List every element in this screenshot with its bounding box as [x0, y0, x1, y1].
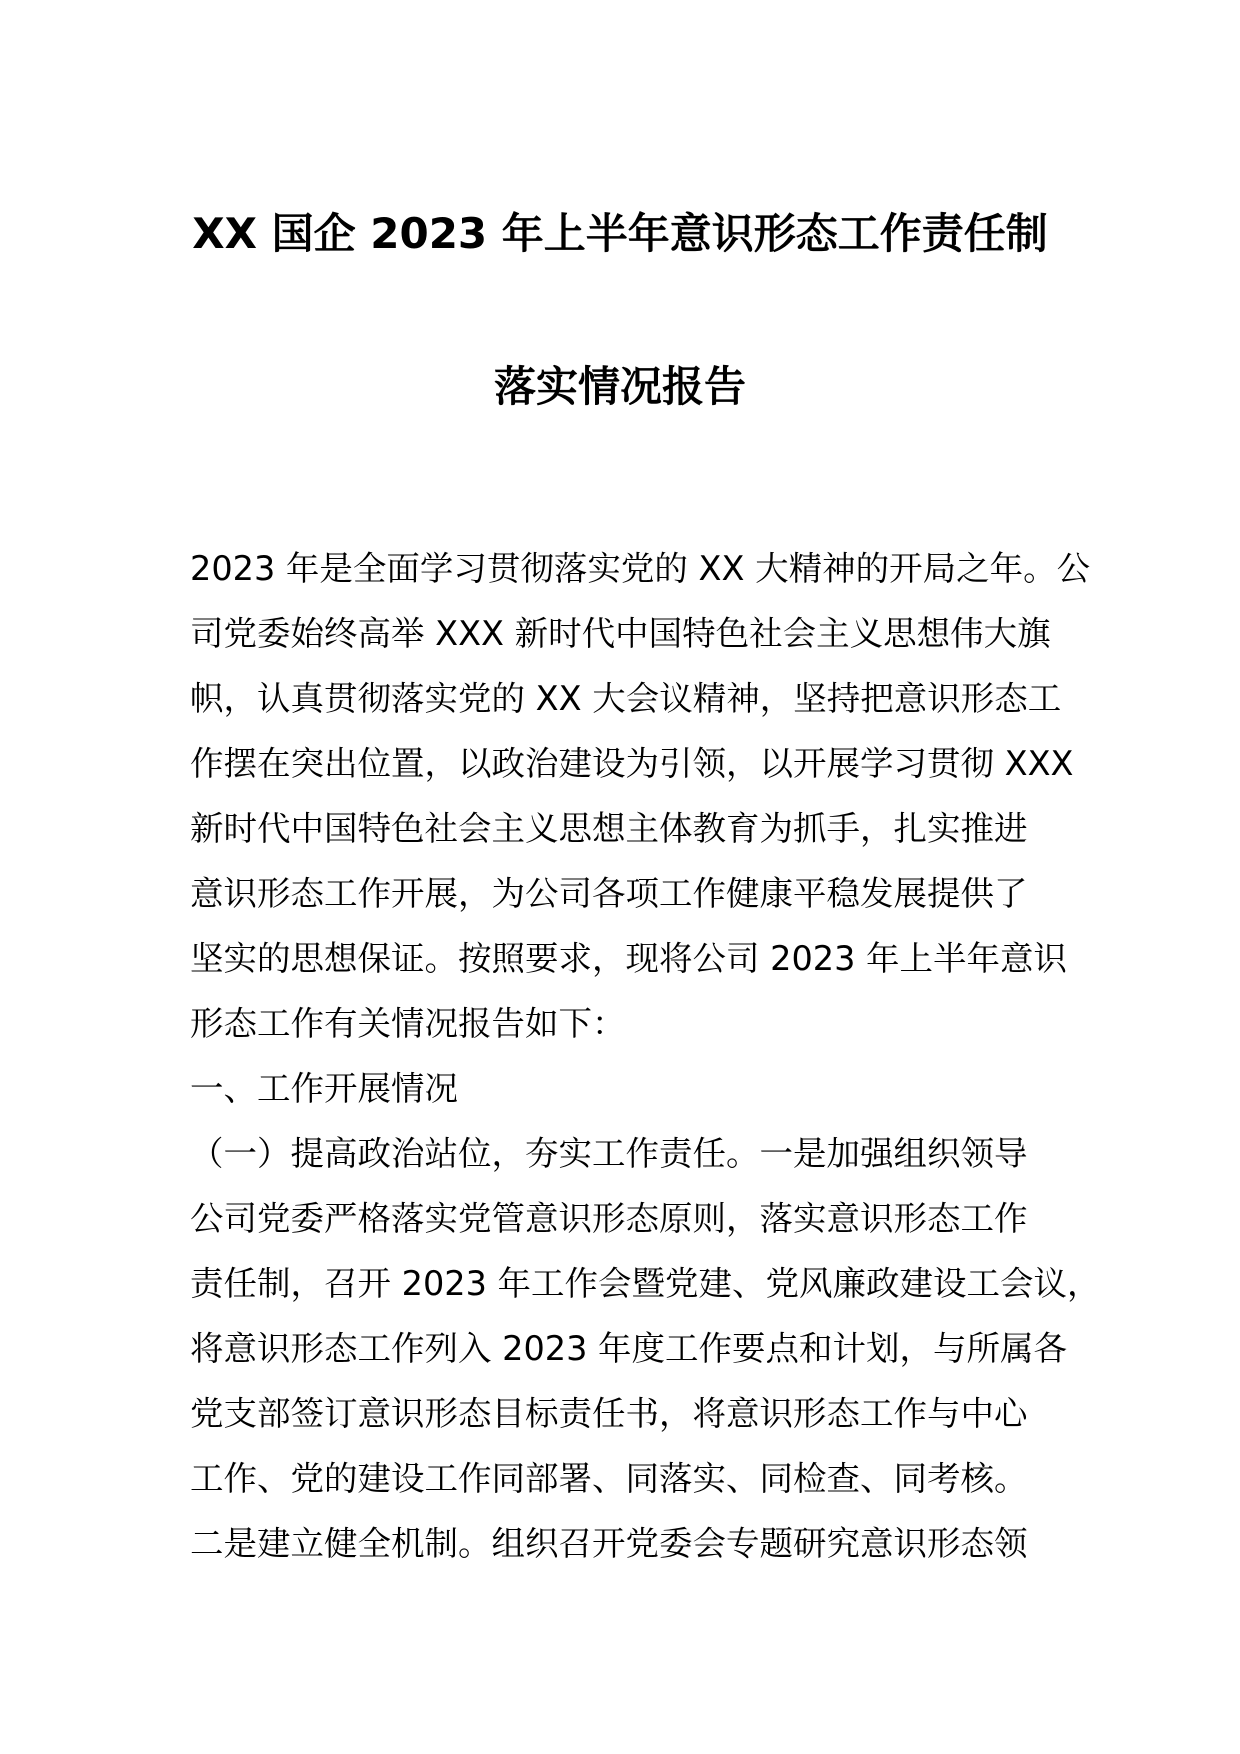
body-line: 将意识形态工作列入 2023 年度工作要点和计划，与所属各: [190, 1329, 1068, 1368]
document-title-line-1: XX 国企 2023 年上半年意识形态工作责任制: [192, 209, 1048, 258]
body-line: 责任制，召开 2023 年工作会暨党建、党风廉政建设工会议，: [190, 1264, 1101, 1303]
body-line: 帜，认真贯彻落实党的 XX 大会议精神，坚持把意识形态工: [190, 679, 1062, 718]
body-line: 司党委始终高举 XXX 新时代中国特色社会主义思想伟大旗: [190, 614, 1051, 653]
body-line: 公司党委严格落实党管意识形态原则，落实意识形态工作: [190, 1199, 1028, 1238]
body-line: 工作、党的建设工作同部署、同落实、同检查、同考核。: [190, 1459, 1028, 1498]
body-line: 形态工作有关情况报告如下：: [190, 1004, 626, 1043]
body-line: 新时代中国特色社会主义思想主体教育为抓手，扎实推进: [190, 809, 1028, 848]
body-line: 党支部签订意识形态目标责任书，将意识形态工作与中心: [190, 1394, 1028, 1433]
body-line: 2023 年是全面学习贯彻落实党的 XX 大精神的开局之年。公: [190, 549, 1091, 588]
section-heading: 一、工作开展情况: [190, 1069, 458, 1108]
body-line: 坚实的思想保证。按照要求，现将公司 2023 年上半年意识: [190, 939, 1068, 978]
body-line: 二是建立健全机制。组织召开党委会专题研究意识形态领: [190, 1524, 1028, 1563]
body-line: （一）提高政治站位，夯实工作责任。一是加强组织领导: [190, 1134, 1028, 1173]
document-title-line-2: 落实情况报告: [493, 362, 746, 411]
body-line: 意识形态工作开展，为公司各项工作健康平稳发展提供了: [190, 874, 1028, 913]
body-line: 作摆在突出位置，以政治建设为引领，以开展学习贯彻 XXX: [190, 744, 1074, 783]
